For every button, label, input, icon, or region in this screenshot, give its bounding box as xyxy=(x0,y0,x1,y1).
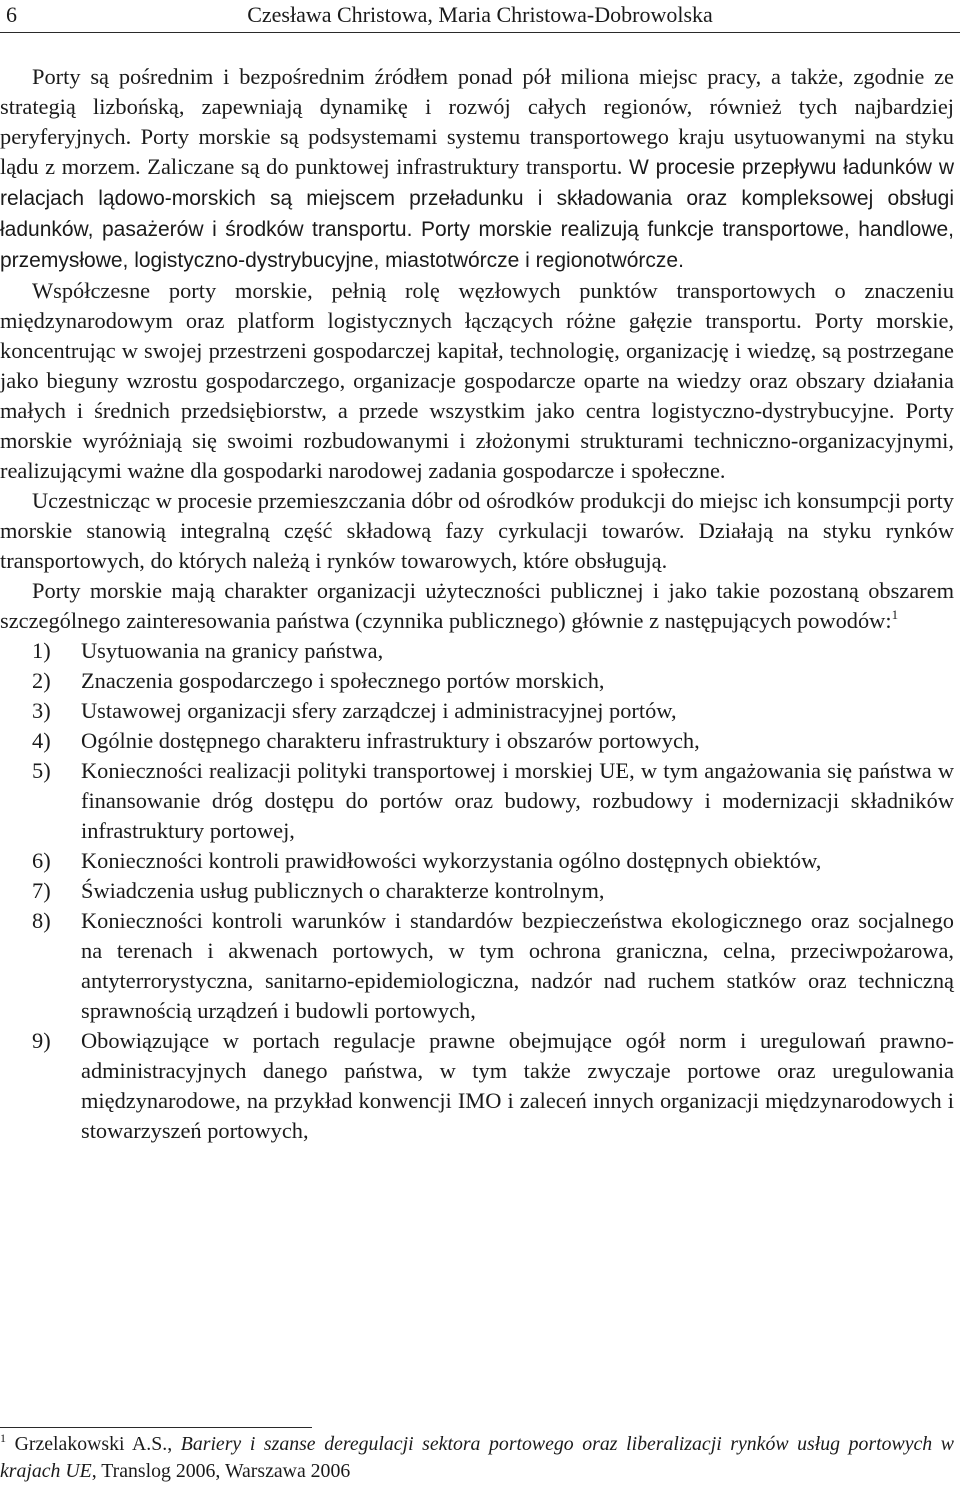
paragraph-ports-intro-part1: Porty są pośrednim i bezpośrednim źródłem ponad pół miliona miejsc pracy, a także, zgodnie ze strategią lizbońską, zapewniają dynamikę i rozwój całych regionów, również tych najbardziej peryferyjnych. Porty morskie są podsystemami systemu transportowego kraju usytuowanymi na styku lądu z morzem. Zaliczane są do punktowej infrastruktury transportu. xyxy=(0,64,954,179)
list-item xyxy=(0,1026,954,1146)
footnote-separator xyxy=(0,1427,312,1428)
list-item xyxy=(0,756,954,846)
page-header xyxy=(0,0,960,30)
list-item-text: Konieczności kontroli warunków i standardów bezpieczeństwa ekologicznego oraz socjalnego na terenach i akwenach portowych, w tym ochrona graniczna, celna, przeciwpożarowa, antyterrorystyczna, sanitarno-epidemiologiczna, nadzór nad ruchem statków oraz techniczną sprawnością urządzeń i budowli portowych, xyxy=(81,908,954,1023)
paragraph-ports-intro-part2: W procesie przepływu ładunków w relacjach lądowo-morskich są miejscem przeładunku i składowania oraz kompleksowej obsługi ładunków, pasażerów i środków transportu. Porty morskie realizują funkcje transportowe, handlowe, przemysłowe, logistyczno-dystrybucyjne, miastotwórcze i regionotwórcze. xyxy=(0,156,954,272)
list-item-number: 3) xyxy=(32,698,51,723)
list-item-number: 4) xyxy=(32,728,51,753)
paragraph-contemporary-ports: Współczesne porty morskie, pełnią rolę węzłowych punktów transportowych o znaczeniu międzynarodowym oraz platform logistycznych łączących różne gałęzie transportu. Porty morskie, koncentrując w swojej przestrzeni gospodarczej kapitał, technologię, organizację i wiedzę, są postrzegane jako bieguny wzrostu gospodarczego, organizacje gospodarcze oparte na wiedzy oraz obszary działania małych i średnich przedsiębiorstw, a przede wszystkim jako centra logistyczno-dystrybucyjne. Porty morskie wyróżniają się swoimi rozbudowanymi i złożonymi strukturami techniczno-organizacyjnymi, realizującymi ważne dla gospodarki narodowej zadania gospodarcze i społeczne. xyxy=(0,278,954,483)
footnote-title: Bariery i szanse deregulacji sektora portowego oraz liberalizacji rynków usług portowych w krajach UE xyxy=(0,1433,954,1482)
list-item-text: Konieczności kontroli prawidłowości wykorzystania ogólno dostępnych obiektów, xyxy=(81,848,822,873)
list-item-number: 2) xyxy=(32,668,51,693)
list-item xyxy=(0,906,954,1026)
reasons-list xyxy=(0,636,954,1146)
footnote-author: Grzelakowski A.S., xyxy=(14,1433,173,1455)
list-item xyxy=(0,666,954,696)
body-text xyxy=(0,62,954,1146)
footnote-mark: 1 xyxy=(0,1431,6,1445)
list-item-number: 1) xyxy=(32,638,51,663)
list-item-number: 7) xyxy=(32,878,51,903)
list-item-text: Konieczności realizacji polityki transportowej i morskiej UE, w tym angażowania się państwa w finansowanie dróg dostępu do portów oraz budowy, rozbudowy i modernizacji składników infrastruktury portowej, xyxy=(81,758,954,843)
list-item xyxy=(0,876,954,906)
paragraph-public-utility xyxy=(0,576,954,636)
list-item xyxy=(0,726,954,756)
list-item-number: 8) xyxy=(32,908,51,933)
list-item xyxy=(0,636,954,666)
paragraph-ports-intro xyxy=(0,62,954,276)
list-item xyxy=(0,696,954,726)
footnote-reference: 1 xyxy=(891,607,899,622)
footnote-publication: , Translog 2006, Warszawa 2006 xyxy=(91,1460,351,1482)
list-item-number: 9) xyxy=(32,1028,51,1053)
footnote xyxy=(0,1431,954,1485)
running-title: Czesława Christowa, Maria Christowa-Dobrowolska xyxy=(247,2,713,27)
header-rule xyxy=(0,32,960,33)
list-item-text: Ogólnie dostępnego charakteru infrastruktury i obszarów portowych, xyxy=(81,728,700,753)
list-item xyxy=(0,846,954,876)
list-item-number: 6) xyxy=(32,848,51,873)
page-number: 6 xyxy=(6,2,17,27)
list-item-text: Ustawowej organizacji sfery zarządczej i administracyjnej portów, xyxy=(81,698,677,723)
paragraph-public-utility-text: Porty morskie mają charakter organizacji użyteczności publicznej i jako takie pozostaną obszarem szczególnego zainteresowania państwa (czynnika publicznego) głównie z następujących powodów: xyxy=(0,578,954,633)
list-item-text: Usytuowania na granicy państwa, xyxy=(81,638,384,663)
list-item-text: Znaczenia gospodarczego i społecznego portów morskich, xyxy=(81,668,605,693)
list-item-text: Obowiązujące w portach regulacje prawne obejmujące ogół norm i uregulowań prawno-administracyjnych danego państwa, w tym także zwyczaje portowe oraz uregulowania międzynarodowe, na przykład konwencji IMO i zaleceń innych organizacji międzynarodowych i stowarzyszeń portowych, xyxy=(81,1028,954,1143)
list-item-number: 5) xyxy=(32,758,51,783)
list-item-text: Świadczenia usług publicznych o charakterze kontrolnym, xyxy=(81,878,605,903)
paragraph-goods-circulation: Uczestnicząc w procesie przemieszczania dóbr od ośrodków produkcji do miejsc ich konsumpcji porty morskie stanowią integralną część składową fazy cyrkulacji towarów. Działają na styku rynków transportowych, do których należą i rynków towarowych, które obsługują. xyxy=(0,488,954,573)
